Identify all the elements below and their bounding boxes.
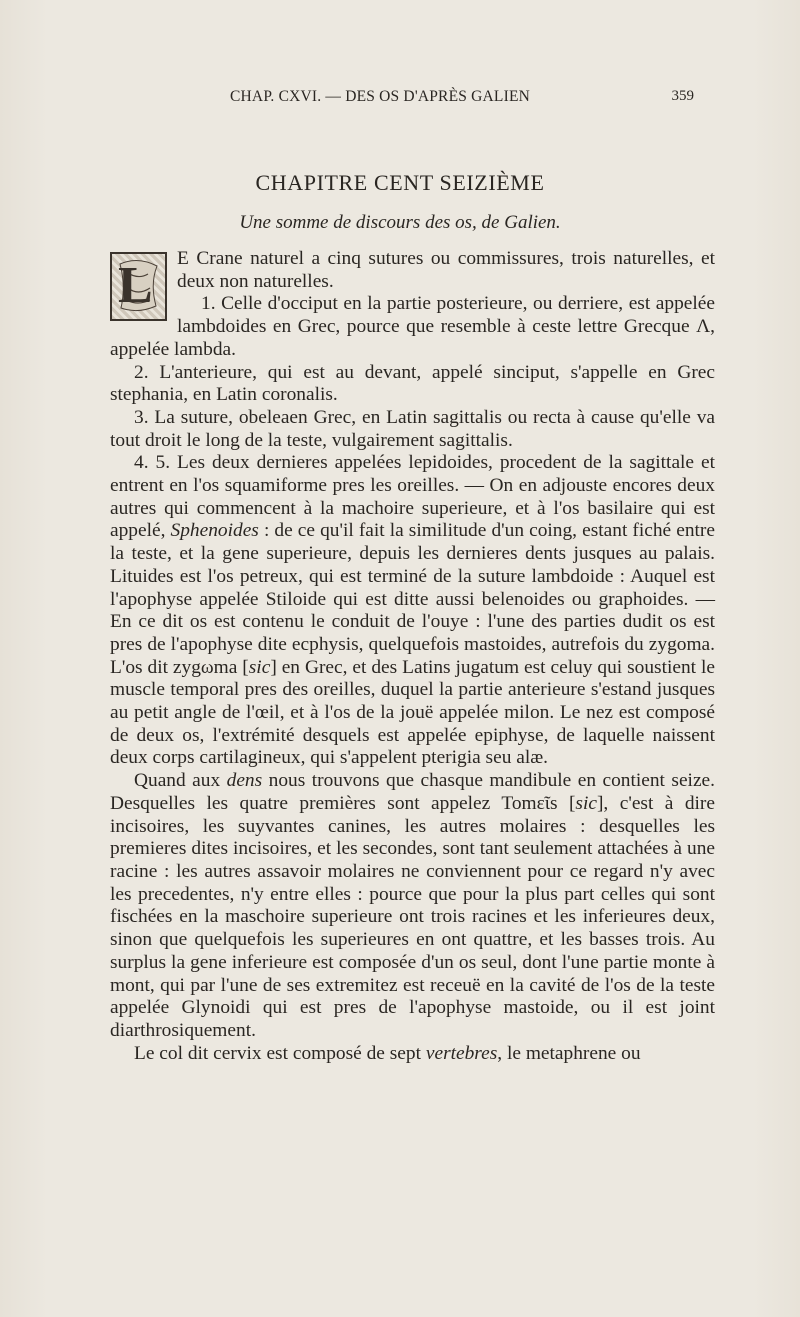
p5-part-c: ] en Grec, et des Latins jugatum est celuy qui soustient le muscle temporal pres des oreilles, duquel la partie anterieure s'estand jusques au petit angle de l'œil, et à l'os de la jouë appelée milon. Le nez est composé de deux os, l'extrémité desquels est appelée epiphyse, de laquelle naissent deux corps cartilagineux, qui s'appelent pterigia seu alæ.	[110, 656, 715, 769]
paragraph-4: 3. La suture, obeleaen Grec, en Latin sagittalis ou recta à cause qu'elle va tout droit le long de la teste, vulgairement sagittalis.	[110, 406, 715, 451]
ornamental-dropcap	[110, 252, 167, 321]
paragraph-3: 2. L'anterieure, qui est au devant, appelé sinciput, s'appelle en Grec stephania, en Latin coronalis.	[110, 361, 715, 406]
p7-italic-vertebres: vertebres	[425, 1042, 498, 1064]
p6-italic-sic: sic	[575, 792, 597, 814]
chapter-subtitle: Une somme de discours des os, de Galien.	[239, 212, 561, 233]
p5-part-a: 4. 5. Les deux dernieres appelées lepidoides, procedent de la sagittale et entrent en l'os squamiforme pres les oreilles. — On en adjouste encores deux autres qui commencent à la machoire superieure, et à l'os basilaire qui est appelé,	[110, 452, 715, 542]
paragraph-7	[110, 1043, 715, 1066]
paragraph-5	[110, 452, 715, 770]
p6-part-a: Quand aux	[134, 770, 227, 792]
paragraph-1-text: E Crane naturel a cinq sutures ou commissures, trois naturelles, et deux non naturelles.	[177, 248, 715, 292]
p5-italic-sphenoides: Sphenoides	[170, 520, 259, 542]
paragraph-6	[110, 770, 715, 1042]
p7-part-a: Le col dit cervix est composé de sept	[134, 1042, 426, 1064]
p5-part-b: : de ce qu'il fait la similitude d'un coing, estant fiché entre la teste, et la gene superieure, depuis les dernieres dents jusques au palais. Lituides est l'os petreux, qui est terminé de la suture lambdoide : Auquel est l'apophyse appelée Stiloide qui est ditte aussi belenoides ou graphoides. — En ce dit os est contenu le conduit de l'ouye : l'une des parties dudit os est pres de l'apophyse dite ecphysis, quelquefois mastoides, autrefois du zygoma. L'os dit zygωma [	[110, 520, 715, 678]
p6-part-b: nous trouvons que chasque mandibule en contient seize. Desquelles les quatre premières sont appelez Tomεῖs [	[110, 770, 716, 814]
body-text	[110, 248, 715, 1065]
running-head: CHAP. CXVI. — DES OS D'APRÈS GALIEN	[230, 88, 531, 105]
chapter-title: CHAPITRE CENT SEIZIÈME	[255, 170, 545, 195]
page-number: 359	[671, 88, 694, 104]
p7-part-b: , le metaphrene ou	[497, 1042, 641, 1064]
p6-part-c: ], c'est à dire incisoires, les suyvantes canines, les autres molaires : desquelles les premieres dites incisoires, et les secondes, sont tant seulement attachées à une racine : les autres assavoir molaires ne conviennent pour ce regard n'y avec les precedentes, n'y entre elles : pource que pour la plus part celles qui sont fischées en la maschoire superieure ont trois racines et les inferieures deux, sinon que quelquefois les superieures en ont quattre, et les basses trois. Au surplus la gene inferieure est composée d'un os seul, dont l'une partie monte à mont, qui par l'une de ses extremitez est receuë en la cavité de l'os de la teste appelée Glynoidi qui est pres de l'apophyse mastoide, ou il est joint diarthrosiquement.	[110, 792, 715, 1041]
paragraph-2: 1. Celle d'occiput en la partie posterieure, ou derriere, est appelée lambdoides en Grec, pource que resemble à ceste lettre Grecque Λ, appelée lambda.	[110, 293, 715, 360]
paragraph-1	[110, 248, 715, 314]
p5-italic-sic: sic	[248, 656, 271, 678]
p6-italic-dens: dens	[226, 770, 263, 792]
dropcap-letter: L	[118, 257, 153, 314]
